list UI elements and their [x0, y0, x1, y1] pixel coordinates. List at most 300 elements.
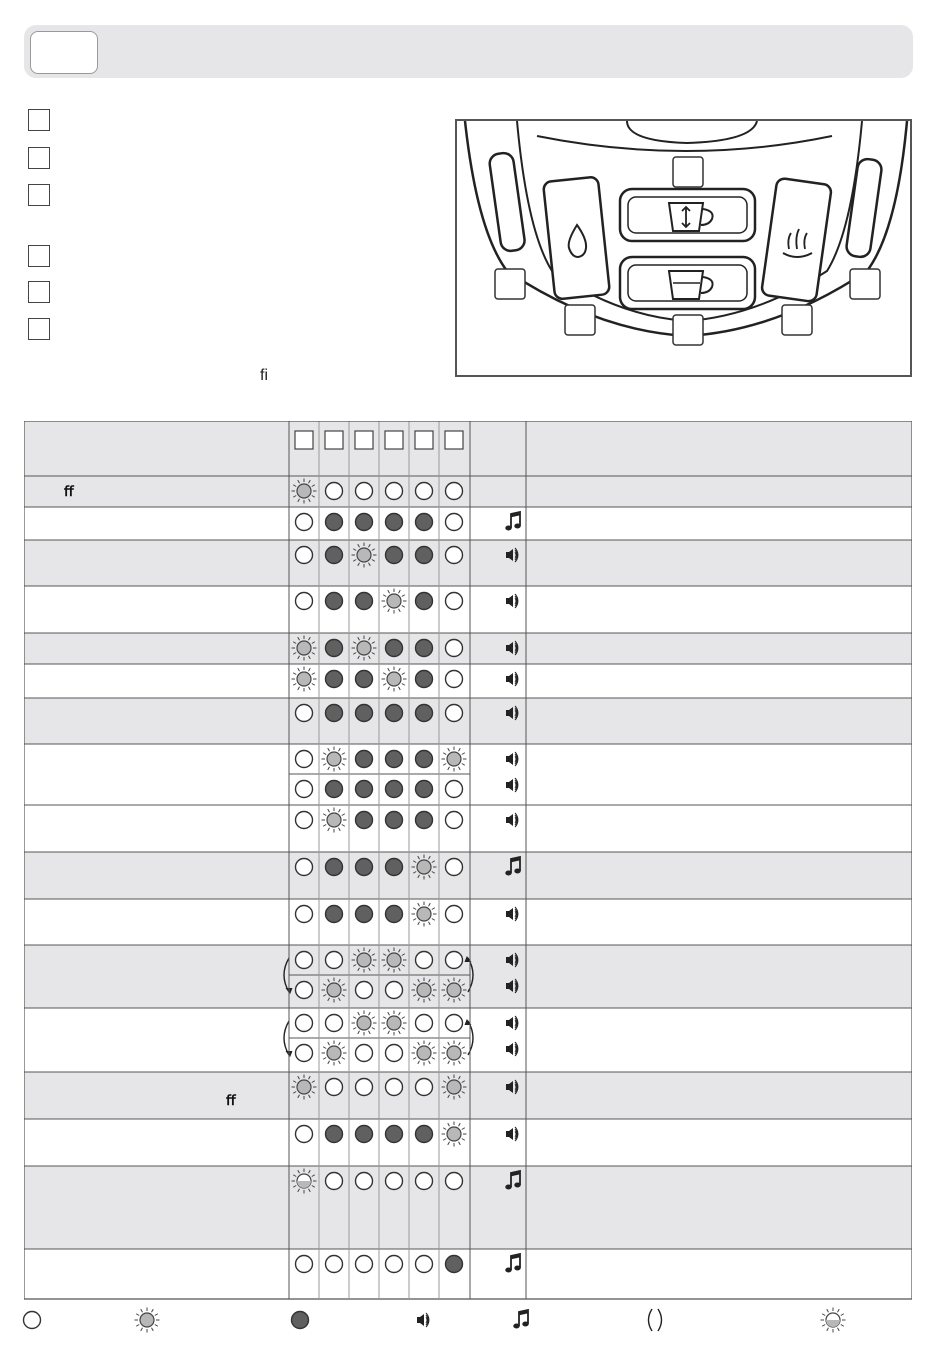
table-row — [24, 1166, 912, 1249]
light-flashing-icon — [447, 1080, 461, 1094]
light-on-icon — [326, 859, 343, 876]
status-light — [416, 671, 433, 688]
light-off-icon — [446, 781, 463, 798]
light-ray — [399, 1031, 401, 1034]
light-ray — [372, 1028, 375, 1030]
table-row — [24, 899, 912, 927]
light-ray — [152, 1309, 154, 1312]
number-box-3 — [28, 184, 50, 206]
light-flashing-icon — [447, 1046, 461, 1060]
table-row — [24, 744, 912, 798]
light-off-icon — [386, 1173, 403, 1190]
light-off-icon — [326, 1015, 343, 1032]
light-ray — [462, 1128, 465, 1130]
status-light — [446, 859, 463, 876]
status-light — [326, 593, 343, 610]
light-ray — [155, 1314, 158, 1316]
light-off-icon — [446, 812, 463, 829]
legend-light-half-flashing — [821, 1308, 846, 1333]
light-ray — [388, 668, 390, 671]
status-light — [296, 705, 313, 722]
light-ray — [388, 609, 390, 612]
light-ray — [342, 753, 345, 755]
table-row — [24, 540, 912, 586]
note-head — [513, 1324, 519, 1329]
light-ray — [298, 687, 300, 690]
header-light-box-5 — [415, 431, 433, 449]
light-off-icon — [416, 1015, 433, 1032]
light-ray — [342, 1047, 345, 1049]
row-label: ﬀ — [64, 483, 74, 499]
status-light — [386, 781, 403, 798]
light-on-icon — [356, 781, 373, 798]
light-off-icon — [386, 483, 403, 500]
light-off-icon — [296, 982, 313, 999]
light-off-icon — [296, 812, 313, 829]
light-on-icon — [356, 705, 373, 722]
light-flashing-icon — [327, 983, 341, 997]
table-row — [24, 1249, 912, 1273]
light-ray — [432, 1047, 435, 1049]
light-ray — [841, 1325, 844, 1327]
status-light — [416, 483, 433, 500]
beep-icon — [506, 813, 518, 827]
light-ray — [342, 825, 345, 827]
light-off-icon — [296, 1015, 313, 1032]
status-light — [386, 514, 403, 531]
light-ray — [402, 606, 405, 608]
status-light — [296, 982, 313, 999]
status-light — [386, 483, 403, 500]
light-on-icon — [386, 547, 403, 564]
light-on-icon — [416, 640, 433, 657]
row-shading — [24, 852, 912, 899]
light-ray — [328, 748, 330, 751]
melody-icon — [505, 1254, 520, 1273]
light-on-icon — [416, 547, 433, 564]
light-ray — [429, 1042, 431, 1045]
light-flashing-icon — [297, 641, 311, 655]
row-shading — [24, 476, 912, 507]
speaker-wave — [515, 598, 516, 604]
status-light — [326, 1079, 343, 1096]
table-row — [24, 1119, 912, 1147]
status-light — [356, 1079, 373, 1096]
light-ray — [443, 1128, 446, 1130]
light-off-icon — [326, 952, 343, 969]
cup-large-button — [620, 189, 755, 241]
light-on-icon — [356, 514, 373, 531]
table-row — [24, 852, 912, 899]
light-on-icon — [386, 859, 403, 876]
status-light — [386, 705, 403, 722]
light-ray — [432, 908, 435, 910]
status-light — [326, 640, 343, 657]
light-ray — [459, 748, 461, 751]
status-light — [386, 982, 403, 999]
light-off-icon — [446, 593, 463, 610]
light-off-icon — [326, 483, 343, 500]
light-on-icon — [326, 781, 343, 798]
status-light — [296, 751, 313, 768]
status-light — [322, 1041, 347, 1066]
table-row — [24, 664, 912, 692]
light-ray — [312, 673, 315, 675]
light-ray — [413, 919, 416, 921]
status-table-grid — [24, 421, 912, 1301]
speaker-body — [506, 595, 513, 607]
table-row — [24, 476, 912, 507]
light-off-icon — [296, 952, 313, 969]
light-on-icon — [356, 859, 373, 876]
light-ray — [443, 764, 446, 766]
status-light — [356, 781, 373, 798]
beep-icon — [506, 594, 518, 608]
light-ray — [323, 753, 326, 755]
status-light — [442, 747, 467, 772]
status-light — [446, 1015, 463, 1032]
light-ray — [418, 1042, 420, 1045]
status-light — [446, 1256, 463, 1273]
table-row — [24, 1072, 912, 1119]
light-ray — [443, 1139, 446, 1141]
status-light — [326, 1256, 343, 1273]
light-off-icon — [326, 1256, 343, 1273]
status-light — [416, 952, 433, 969]
status-light — [296, 859, 313, 876]
light-on-icon — [326, 514, 343, 531]
arrow-right — [658, 1309, 662, 1331]
light-ray — [402, 595, 405, 597]
light-on-icon — [356, 751, 373, 768]
light-off-icon — [446, 483, 463, 500]
light-off-icon — [296, 781, 313, 798]
legend-melody-icon — [513, 1310, 528, 1329]
status-light — [382, 1011, 407, 1036]
status-light — [296, 1015, 313, 1032]
table-row — [24, 633, 912, 664]
light-on-icon — [326, 705, 343, 722]
status-light — [356, 812, 373, 829]
table-row — [24, 805, 912, 833]
light-off-icon — [296, 1256, 313, 1273]
speaker-wave — [515, 1131, 516, 1137]
row-shading — [24, 1166, 912, 1249]
light-off-icon — [296, 514, 313, 531]
light-ray — [312, 684, 315, 686]
light-on-icon — [326, 593, 343, 610]
light-on-icon — [446, 1256, 463, 1273]
status-light — [416, 751, 433, 768]
light-off-icon — [416, 1256, 433, 1273]
light-on-icon — [416, 705, 433, 722]
light-off-icon — [326, 1173, 343, 1190]
speaker-body — [506, 753, 513, 765]
light-ray — [432, 1058, 435, 1060]
light-on-icon — [416, 514, 433, 531]
steam-button — [761, 178, 832, 303]
light-off-icon — [386, 1045, 403, 1062]
beep-icon — [506, 1016, 518, 1030]
legend-symbols — [0, 1304, 950, 1344]
status-light — [416, 640, 433, 657]
light-off-icon — [416, 483, 433, 500]
light-ray — [462, 753, 465, 755]
light-ray — [388, 1031, 390, 1034]
light-ray — [827, 1309, 829, 1312]
status-light — [356, 705, 373, 722]
speaker-body — [506, 779, 513, 791]
light-flashing-icon — [447, 752, 461, 766]
light-off-icon — [446, 859, 463, 876]
status-light — [446, 514, 463, 531]
light-flashing-icon — [417, 860, 431, 874]
light-ray — [418, 922, 420, 925]
light-off-icon — [446, 705, 463, 722]
light-ray — [418, 903, 420, 906]
light-ray — [339, 748, 341, 751]
light-ray — [323, 825, 326, 827]
light-ray — [383, 606, 386, 608]
light-ray — [293, 673, 296, 675]
light-on-icon — [386, 812, 403, 829]
status-light — [446, 705, 463, 722]
light-ray — [399, 590, 401, 593]
status-light — [296, 781, 313, 798]
light-ray — [339, 767, 341, 770]
light-ray — [342, 764, 345, 766]
speaker-body — [506, 673, 513, 685]
status-light — [292, 667, 317, 692]
status-light — [296, 812, 313, 829]
light-ray — [402, 1017, 405, 1019]
status-light — [386, 1079, 403, 1096]
header-bar — [24, 25, 913, 78]
status-light — [446, 593, 463, 610]
light-on-icon — [292, 1312, 309, 1329]
light-ray — [328, 767, 330, 770]
status-light — [416, 1173, 433, 1190]
light-ray — [443, 753, 446, 755]
status-light — [322, 808, 347, 833]
status-light — [356, 1256, 373, 1273]
status-light — [386, 812, 403, 829]
beep-icon — [506, 1042, 518, 1056]
light-ray — [462, 1058, 465, 1060]
light-ray — [309, 687, 311, 690]
light-on-icon — [386, 1126, 403, 1143]
light-off-icon — [446, 1173, 463, 1190]
light-ray — [822, 1314, 825, 1316]
status-light — [296, 547, 313, 564]
header-light-box-3 — [355, 431, 373, 449]
light-off-icon — [416, 1173, 433, 1190]
speaker-body — [506, 1017, 513, 1029]
light-ray — [838, 1328, 840, 1331]
light-flashing-icon — [357, 641, 371, 655]
light-ray — [459, 1142, 461, 1145]
status-light — [416, 812, 433, 829]
light-ray — [353, 1028, 356, 1030]
status-light — [382, 667, 407, 692]
light-ray — [328, 1061, 330, 1064]
speaker-body — [506, 1128, 513, 1140]
note-head — [514, 1266, 520, 1271]
status-light — [386, 1173, 403, 1190]
status-light — [446, 547, 463, 564]
light-off-icon — [386, 982, 403, 999]
light-ray — [298, 668, 300, 671]
light-ray — [141, 1309, 143, 1312]
note-head — [505, 1185, 511, 1190]
status-light — [296, 906, 313, 923]
light-ray — [309, 668, 311, 671]
light-ray — [383, 673, 386, 675]
light-off-icon — [446, 547, 463, 564]
light-ray — [429, 922, 431, 925]
light-on-icon — [386, 640, 403, 657]
light-ray — [328, 1042, 330, 1045]
note-head — [514, 869, 520, 874]
control-panel-diagram — [455, 119, 912, 377]
light-ray — [459, 1042, 461, 1045]
row-shading — [24, 633, 912, 664]
number-box-5 — [28, 281, 50, 303]
light-off-icon — [296, 705, 313, 722]
note-head — [505, 1268, 511, 1273]
light-off-icon — [416, 952, 433, 969]
speaker-wave — [515, 756, 516, 762]
light-on-icon — [416, 751, 433, 768]
light-off-icon — [326, 1079, 343, 1096]
status-light — [296, 514, 313, 531]
light-flashing-icon — [447, 1127, 461, 1141]
status-light — [446, 483, 463, 500]
table-row — [24, 698, 912, 744]
speaker-wave — [515, 676, 516, 682]
light-ray — [841, 1314, 844, 1316]
light-ray — [141, 1328, 143, 1331]
status-light — [416, 705, 433, 722]
status-light — [296, 593, 313, 610]
status-light — [416, 1079, 433, 1096]
light-ray — [388, 687, 390, 690]
number-box-6 — [28, 318, 50, 340]
light-flashing-icon — [297, 672, 311, 686]
light-on-icon — [386, 514, 403, 531]
status-light — [356, 483, 373, 500]
speaker-wave — [515, 817, 516, 823]
status-light — [416, 1126, 433, 1143]
note-head — [514, 1183, 520, 1188]
light-on-icon — [416, 781, 433, 798]
light-ray — [155, 1325, 158, 1327]
light-ray — [372, 1017, 375, 1019]
light-on-icon — [416, 812, 433, 829]
header-page-box — [30, 31, 98, 74]
status-light — [382, 589, 407, 614]
speaker-body — [506, 908, 513, 920]
table-header — [24, 421, 912, 476]
light-ray — [448, 1123, 450, 1126]
legend-alternating-icon — [649, 1309, 662, 1331]
light-off-icon — [296, 906, 313, 923]
status-light — [326, 952, 343, 969]
light-flashing-icon — [327, 752, 341, 766]
light-ray — [328, 809, 330, 812]
status-light — [412, 1041, 437, 1066]
status-light — [446, 671, 463, 688]
status-light — [326, 1015, 343, 1032]
light-on-icon — [416, 1126, 433, 1143]
light-flashing-icon — [417, 907, 431, 921]
light-ray — [459, 1123, 461, 1126]
light-on-icon — [326, 547, 343, 564]
water-drop-button — [543, 177, 610, 300]
light-off-icon — [446, 514, 463, 531]
status-light — [386, 1256, 403, 1273]
light-on-icon — [356, 593, 373, 610]
light-flashing-icon — [357, 548, 371, 562]
table-row — [24, 1008, 912, 1066]
light-flashing-icon — [297, 1080, 311, 1094]
status-light — [326, 1126, 343, 1143]
light-flashing-icon — [387, 594, 401, 608]
light-ray — [448, 767, 450, 770]
status-light — [442, 1041, 467, 1066]
light-ray — [413, 1047, 416, 1049]
status-light — [326, 514, 343, 531]
light-off-icon — [446, 1015, 463, 1032]
status-light — [386, 751, 403, 768]
arrow-left — [649, 1309, 653, 1331]
light-ray — [342, 1058, 345, 1060]
number-box-4 — [28, 245, 50, 267]
legend-beep-icon — [417, 1313, 429, 1327]
light-off-icon — [356, 1256, 373, 1273]
status-light — [446, 812, 463, 829]
light-ray — [448, 1142, 450, 1145]
table-row — [24, 586, 912, 614]
light-ray — [358, 1031, 360, 1034]
light-off-icon — [296, 751, 313, 768]
light-ray — [328, 828, 330, 831]
speaker-wave — [515, 782, 516, 788]
status-light — [386, 1126, 403, 1143]
light-flashing-icon — [357, 953, 371, 967]
row-label: ﬀ — [226, 1092, 236, 1108]
status-light — [356, 514, 373, 531]
status-light — [356, 1045, 373, 1062]
status-light — [446, 906, 463, 923]
light-ray — [136, 1314, 139, 1316]
light-ray — [402, 673, 405, 675]
light-ray — [838, 1309, 840, 1312]
status-light — [296, 1256, 313, 1273]
light-off-icon — [356, 1079, 373, 1096]
light-on-icon — [416, 671, 433, 688]
light-ray — [353, 1017, 356, 1019]
light-ray — [418, 1061, 420, 1064]
light-ray — [399, 687, 401, 690]
light-flashing-icon — [387, 953, 401, 967]
light-ray — [369, 1031, 371, 1034]
status-light — [386, 906, 403, 923]
table-row — [24, 507, 912, 531]
light-off-icon — [416, 1079, 433, 1096]
status-light — [356, 671, 373, 688]
light-on-icon — [356, 812, 373, 829]
